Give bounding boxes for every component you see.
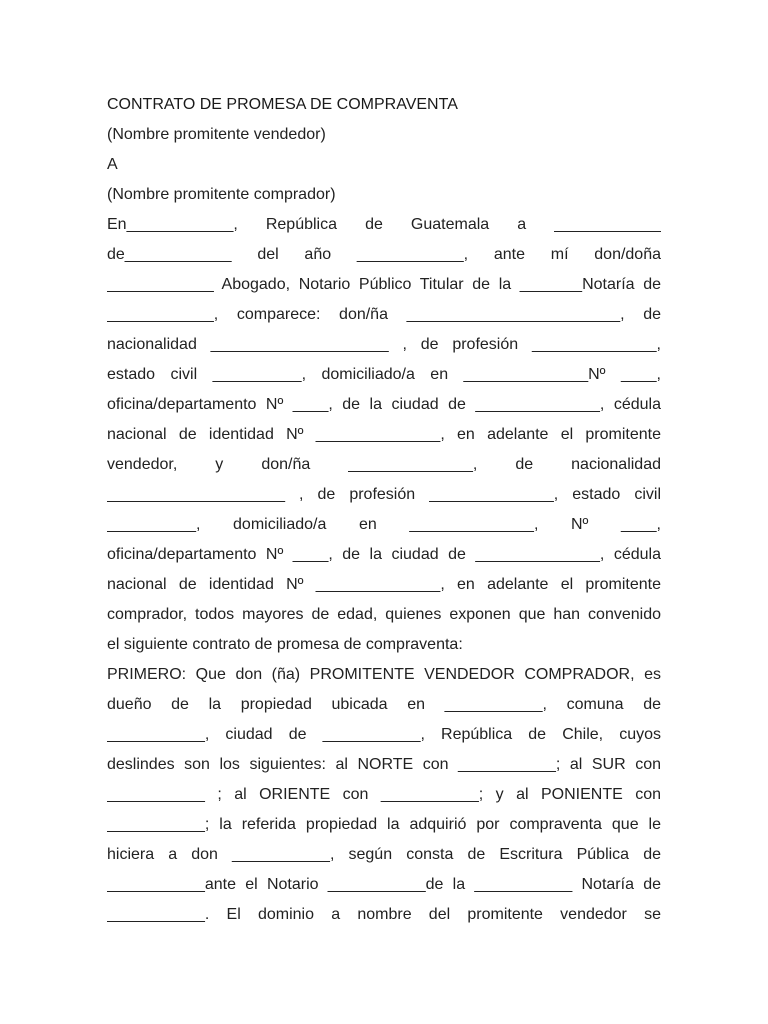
body-line: ____________________ , de profesión ______________, estado civil bbox=[107, 486, 661, 503]
header-line-a: A bbox=[107, 156, 118, 173]
body-line: ___________, ciudad de ___________, República de Chile, cuyos bbox=[107, 726, 661, 743]
body-line: de____________ del año ____________, ante mí don/doña bbox=[107, 246, 661, 263]
body-line: ___________; la referida propiedad la adquirió por compraventa que le bbox=[107, 816, 661, 833]
body-line: __________, domiciliado/a en ______________, Nº ____, bbox=[107, 516, 661, 533]
body-line: dueño de la propiedad ubicada en ___________, comuna de bbox=[107, 696, 661, 713]
body-line: estado civil __________, domiciliado/a en ______________Nº ____, bbox=[107, 366, 661, 383]
document-page bbox=[107, 90, 661, 930]
body-line: oficina/departamento Nº ____, de la ciudad de ______________, cédula bbox=[107, 396, 661, 413]
body-line: nacional de identidad Nº ______________, en adelante el promitente bbox=[107, 426, 661, 443]
body-line: deslindes son los siguientes: al NORTE con ___________; al SUR con bbox=[107, 756, 661, 773]
header-line-seller: (Nombre promitente vendedor) bbox=[107, 126, 326, 143]
body-line: ____________, comparece: don/ña ________________________, de bbox=[107, 306, 661, 323]
body-line: comprador, todos mayores de edad, quienes exponen que han convenido bbox=[107, 606, 661, 623]
body-line: oficina/departamento Nº ____, de la ciudad de ______________, cédula bbox=[107, 546, 661, 563]
body-line: En____________, República de Guatemala a ____________ bbox=[107, 216, 661, 233]
body-line: ___________ ; al ORIENTE con ___________; y al PONIENTE con bbox=[107, 786, 661, 803]
header-line-buyer: (Nombre promitente comprador) bbox=[107, 186, 336, 203]
body-line: ____________ Abogado, Notario Público Titular de la _______Notaría de bbox=[107, 276, 661, 293]
body-line: vendedor, y don/ña ______________, de nacionalidad bbox=[107, 456, 661, 473]
body-line: nacional de identidad Nº ______________, en adelante el promitente bbox=[107, 576, 661, 593]
body-line: el siguiente contrato de promesa de compraventa: bbox=[107, 636, 463, 653]
contract-body bbox=[107, 210, 661, 930]
body-line: ___________ante el Notario ___________de la ___________ Notaría de bbox=[107, 876, 661, 893]
document-title: CONTRATO DE PROMESA DE COMPRAVENTA bbox=[107, 96, 458, 113]
body-line: ___________. El dominio a nombre del promitente vendedor se bbox=[107, 906, 661, 923]
body-line: PRIMERO: Que don (ña) PROMITENTE VENDEDOR COMPRADOR, es bbox=[107, 666, 661, 683]
body-line: hiciera a don ___________, según consta de Escritura Pública de bbox=[107, 846, 661, 863]
body-line: nacionalidad ____________________ , de profesión ______________, bbox=[107, 336, 661, 353]
